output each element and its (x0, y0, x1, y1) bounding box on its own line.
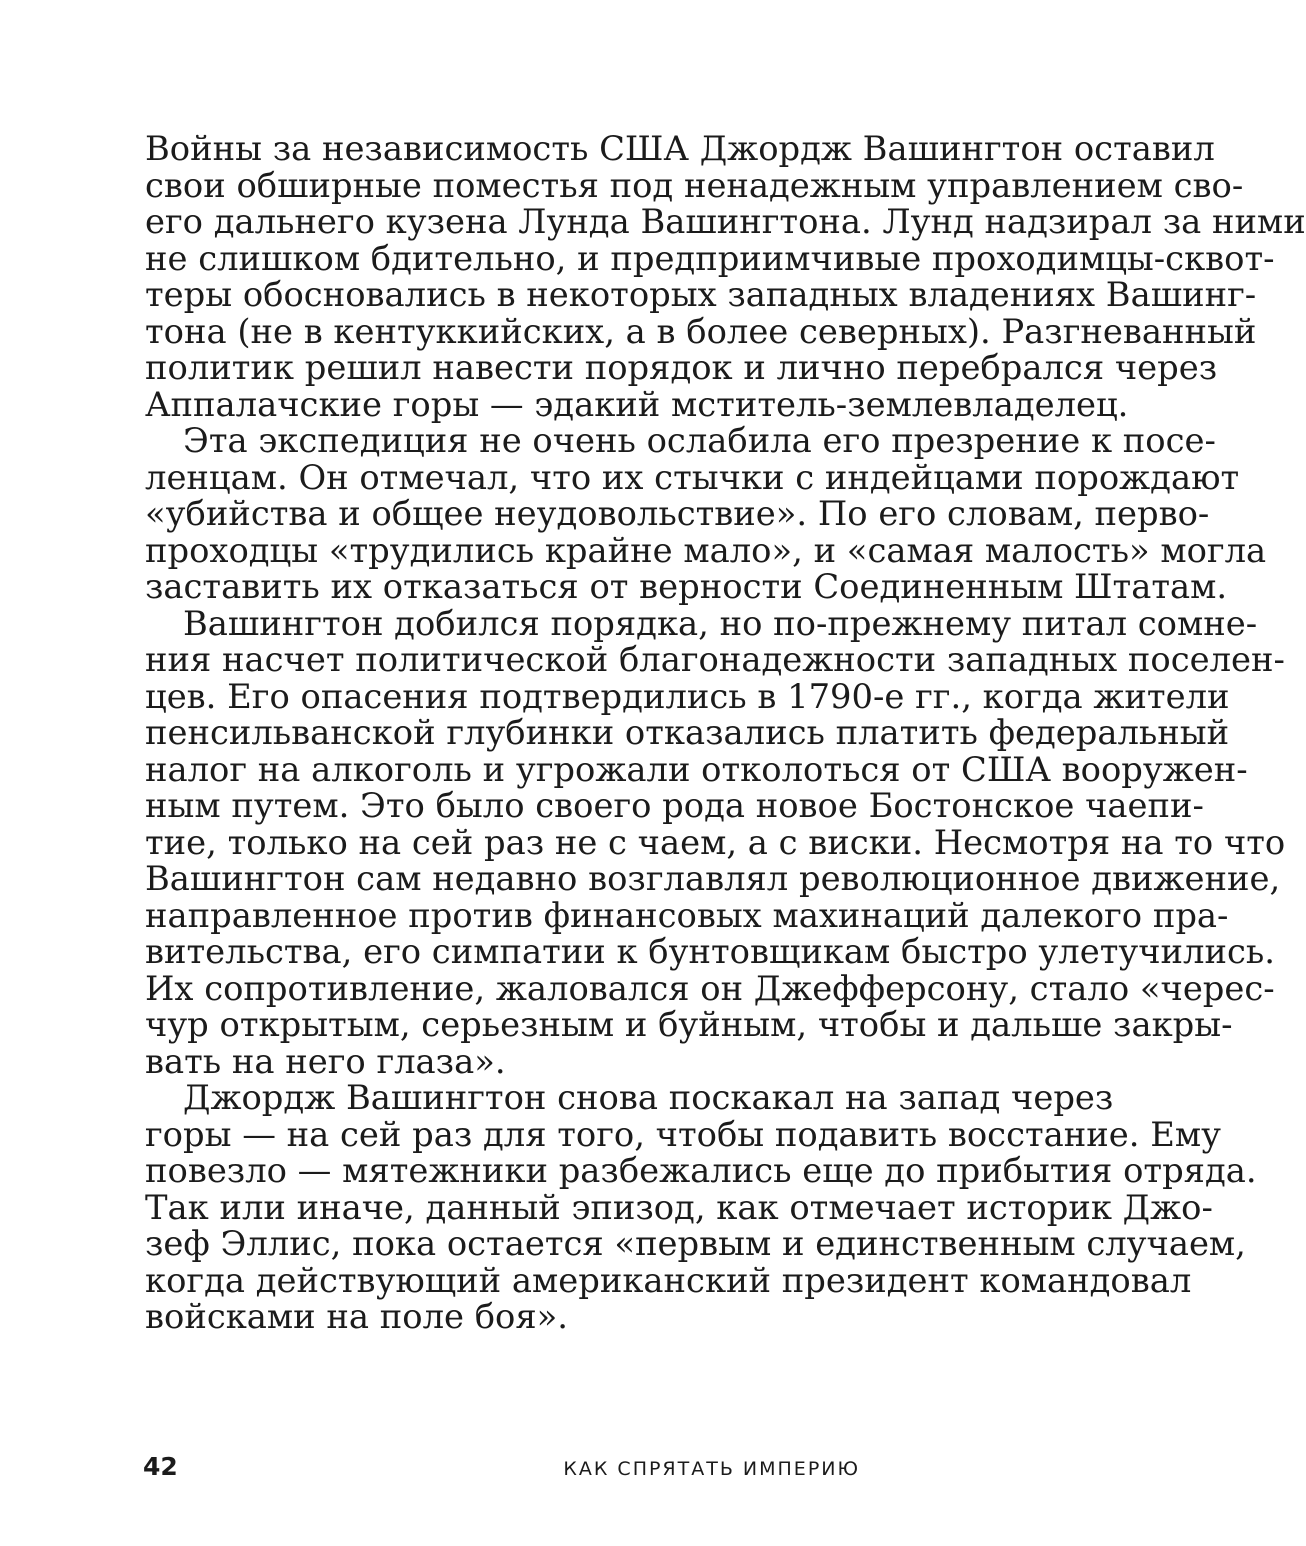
text-line: Эта экспедиция не очень ослабила его презрение к посе- (183, 421, 1216, 460)
text-line: не слишком бдительно, и предприимчивые проходимцы-сквот- (145, 238, 1275, 278)
text-line: тона (не в кентуккийских, а в более северных). Разгневанный (145, 311, 1257, 351)
text-line: его дальнего кузена Лунда Вашингтона. Лунд надзирал за ними (145, 202, 1306, 241)
text-line: чур открытым, серьезным и буйным, чтобы и дальше закры- (145, 1005, 1233, 1044)
text-line: Джордж Вашингтон снова поскакал на запад через (183, 1078, 1114, 1117)
page-number: 42 (143, 1452, 178, 1481)
text-line: свои обширные поместья под ненадежным управлением сво- (145, 165, 1244, 205)
text-line: горы — на сей раз для того, чтобы подавить восстание. Ему (145, 1114, 1221, 1154)
text-line: Вашингтон сам недавно возглавлял революционное движение, (145, 859, 1281, 898)
paragraph (145, 421, 1267, 606)
text-line: зеф Эллис, пока остается «первым и единственным случаем, (145, 1224, 1246, 1263)
running-title: КАК СПРЯТАТЬ ИМПЕРИЮ (563, 1458, 860, 1480)
text-line: Вашингтон добился порядка, но по-прежнему питал сомне- (183, 603, 1258, 643)
text-line: налог на алкоголь и угрожали отколоться от США вооружен- (145, 749, 1248, 789)
text-line: ным путем. Это было своего рода новое Бостонское чаепи- (145, 786, 1204, 825)
text-line: заставить их отказаться от верности Соединенным Штатам. (145, 567, 1228, 606)
text-line: пенсильванской глубинки отказались платить федеральный (145, 713, 1230, 752)
body-text (145, 129, 1306, 1336)
text-line: ленцам. Он отмечал, что их стычки с индейцами порождают (145, 457, 1240, 497)
text-line: вать на него глаза». (145, 1041, 506, 1081)
text-line: проходцы «трудились крайне мало», и «самая малость» могла (145, 530, 1267, 570)
text-line: Аппалачские горы — эдакий мститель-землевладелец. (145, 384, 1129, 424)
text-line: ния насчет политической благонадежности западных поселен- (145, 640, 1285, 679)
paragraph (145, 129, 1306, 424)
text-line: вительства, его симпатии к бунтовщикам быстро улетучились. (145, 932, 1275, 971)
text-line: Их сопротивление, жаловался он Джефферсону, стало «черес- (145, 968, 1275, 1008)
text-line: повезло — мятежники разбежались еще до прибытия отряда. (145, 1151, 1257, 1190)
paragraph (145, 603, 1286, 1081)
text-line: когда действующий американский президент командовал (145, 1260, 1192, 1300)
text-line: направленное против финансовых махинаций далекого пра- (145, 895, 1229, 935)
text-line: войсками на поле боя». (145, 1297, 569, 1336)
text-line: политик решил навести порядок и лично перебрался через (145, 348, 1218, 387)
text-line: цев. Его опасения подтвердились в 1790-е гг., когда жители (145, 676, 1230, 716)
text-line: тие, только на сей раз не с чаем, а с виски. Несмотря на то что (145, 822, 1286, 862)
text-line: «убийства и общее неудовольствие». По его словам, перво- (145, 494, 1210, 533)
text-line: теры обосновались в некоторых западных владениях Вашинг- (145, 275, 1257, 314)
text-line: Так или иначе, данный эпизод, как отмечает историк Джо- (145, 1187, 1213, 1227)
text-line: Войны за независимость США Джордж Вашингтон оставил (145, 129, 1215, 168)
paragraph (145, 1078, 1257, 1336)
